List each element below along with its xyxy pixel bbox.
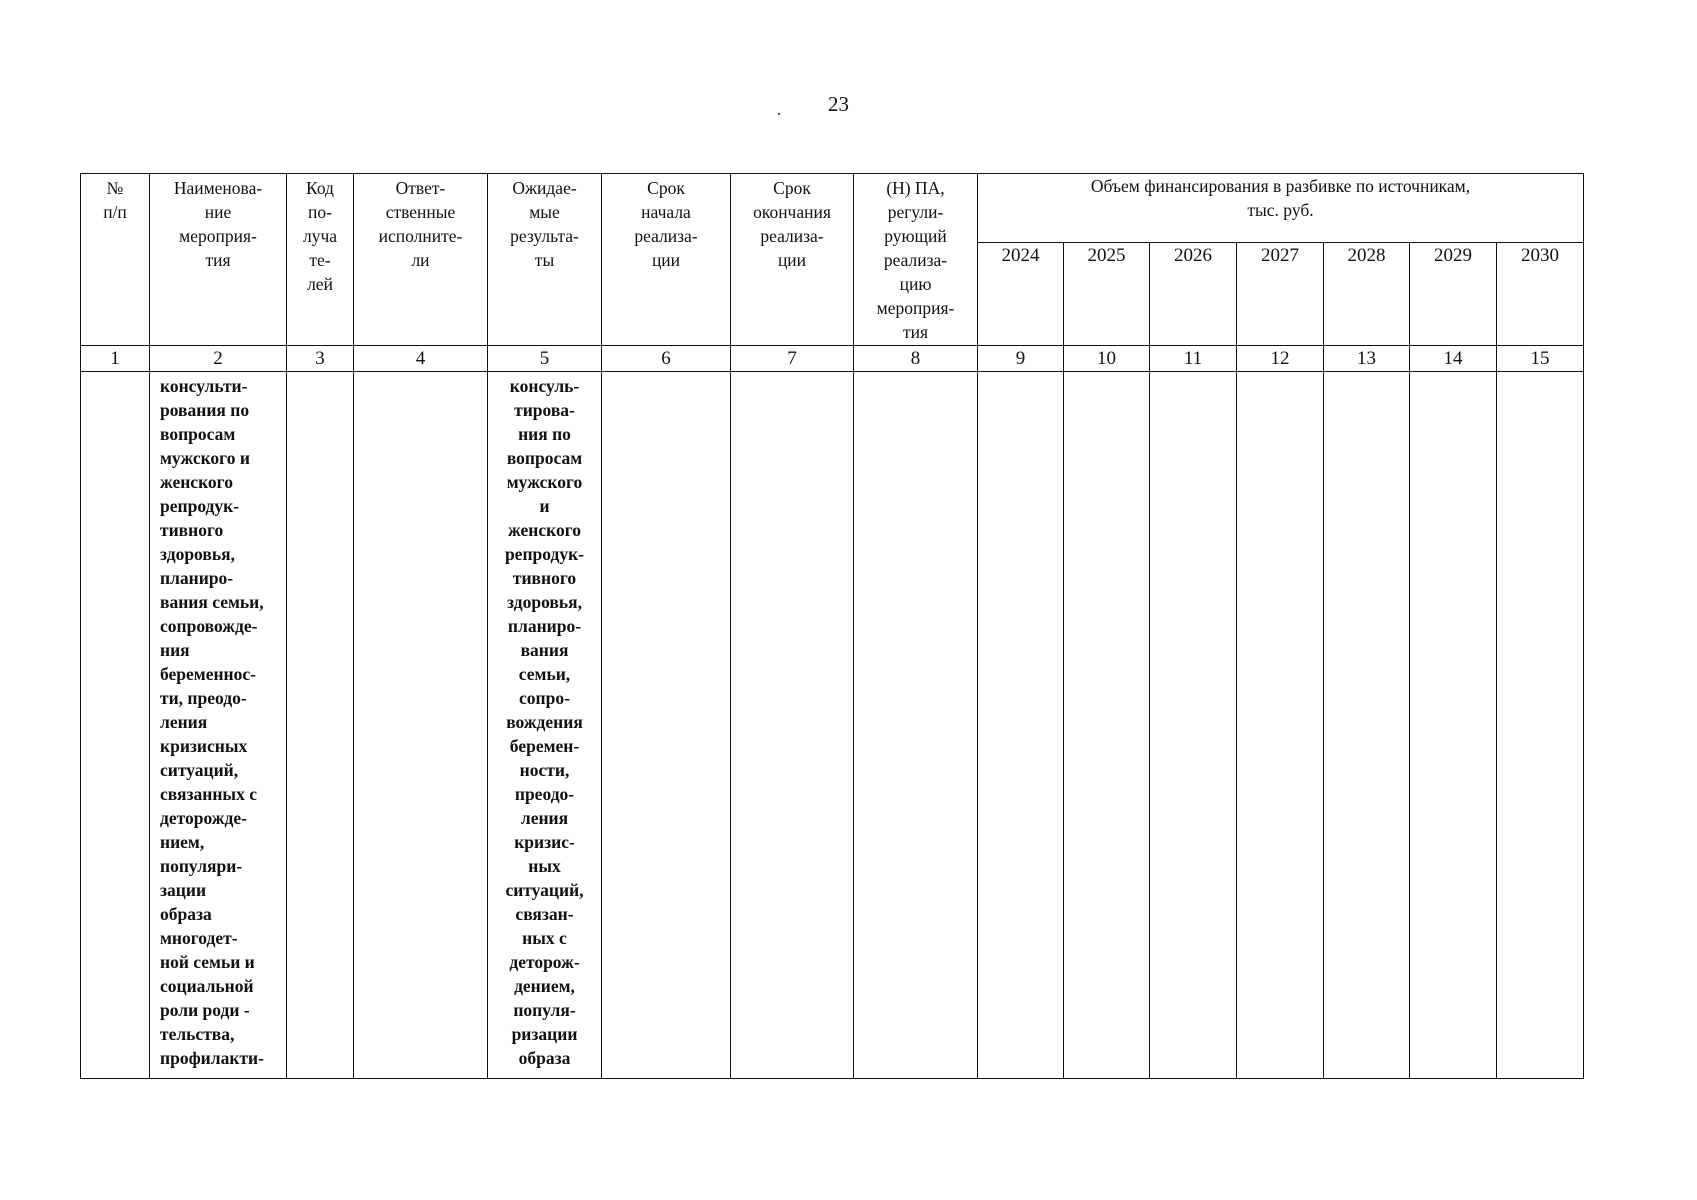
column-number: 7 (731, 346, 854, 372)
text-line: рования по (160, 400, 250, 420)
text-line: популяри- (160, 856, 243, 876)
text-line: образа (160, 904, 212, 924)
text-line: вания семьи, (160, 592, 264, 612)
text-line: здоровья, (507, 592, 582, 612)
text-line: зации (160, 880, 207, 900)
column-number: 5 (488, 346, 602, 372)
text-line: ности, (519, 760, 570, 780)
text-line: мужского и (160, 448, 250, 468)
text-line: связанных с (160, 784, 257, 804)
column-number: 9 (978, 346, 1064, 372)
cell-activity-name (150, 372, 287, 1079)
text-line: ния по (518, 424, 571, 444)
text-line: тивного (512, 568, 577, 588)
cell-responsible (354, 372, 488, 1079)
text-line: ния (160, 640, 190, 660)
text-line: кризис- (514, 832, 575, 852)
text-line: ления (160, 712, 208, 732)
text-line: мужского (506, 472, 583, 492)
header-year: 2029 (1410, 243, 1497, 346)
column-number-row (81, 346, 1584, 372)
text-line: вождения (506, 712, 583, 732)
header-year: 2028 (1324, 243, 1410, 346)
header-col-end-date: Срок окончания реализа- ции (731, 174, 854, 346)
text-line: нием, (160, 832, 205, 852)
column-number: 11 (1150, 346, 1237, 372)
text-line: консуль- (509, 376, 580, 396)
text-line: роли роди - (160, 1000, 250, 1020)
text-line: ных с (522, 928, 567, 948)
text-line: женского (508, 520, 581, 540)
text-line: репродук- (504, 544, 585, 564)
header-year: 2024 (978, 243, 1064, 346)
column-number: 6 (602, 346, 731, 372)
header-year: 2030 (1497, 243, 1584, 346)
text-line: сопровожде- (160, 616, 258, 636)
column-number: 15 (1497, 346, 1584, 372)
cell-funding-2027 (1237, 372, 1324, 1079)
header-year: 2025 (1064, 243, 1150, 346)
header-funding-volume: Объем финансирования в разбивке по источникам, тыс. руб. (978, 174, 1584, 243)
text-line: профилакти- (160, 1048, 264, 1068)
header-row-1 (81, 174, 1584, 243)
text-line: семьи, (518, 664, 571, 684)
header-col-legal-act: (Н) ПА, регули- рующий реализа- цию мероприя- тия (854, 174, 978, 346)
text-line: многодет- (160, 928, 238, 948)
text-line: здоровья, (160, 544, 235, 564)
program-table (80, 173, 1584, 1079)
cell-expected-results (488, 372, 602, 1079)
column-number: 8 (854, 346, 978, 372)
text-line: ления (520, 808, 569, 828)
cell-funding-2026 (1150, 372, 1237, 1079)
text-line: тельства, (160, 1024, 235, 1044)
text-line: популя- (513, 1000, 576, 1020)
header-col-expected-results: Ожидае- мые результа- ты (488, 174, 602, 346)
cell-number (81, 372, 150, 1079)
text-line: сопро- (519, 688, 570, 708)
text-line: деторож- (509, 952, 580, 972)
column-number: 1 (81, 346, 150, 372)
column-number: 4 (354, 346, 488, 372)
column-number: 13 (1324, 346, 1410, 372)
text-line: ситуаций, (160, 760, 239, 780)
table-row (81, 372, 1584, 1079)
column-number: 3 (287, 346, 354, 372)
text-line: репродук- (160, 496, 240, 516)
column-number: 12 (1237, 346, 1324, 372)
header-col-start-date: Срок начала реализа- ции (602, 174, 731, 346)
text-line: вопросам (506, 448, 583, 468)
cell-recipient-code (287, 372, 354, 1079)
cell-funding-2024 (978, 372, 1064, 1079)
text-line: социальной (160, 976, 254, 996)
header-col-recipient-code: Код по- луча те- лей (287, 174, 354, 346)
cell-funding-2028 (1324, 372, 1410, 1079)
text-line: деторожде- (160, 808, 247, 828)
cell-legal-act (854, 372, 978, 1079)
cell-funding-2025 (1064, 372, 1150, 1079)
text-line: консульти- (160, 376, 248, 396)
text-line: планиро- (160, 568, 234, 588)
text-line: кризисных (160, 736, 248, 756)
text-line: ти, преодо- (160, 688, 247, 708)
text-line: ризации (511, 1024, 578, 1044)
header-year: 2027 (1237, 243, 1324, 346)
column-number: 10 (1064, 346, 1150, 372)
text-line: беременнос- (160, 664, 256, 684)
cell-start-date (602, 372, 731, 1079)
cell-funding-2030 (1497, 372, 1584, 1079)
cell-funding-2029 (1410, 372, 1497, 1079)
text-line: вания (520, 640, 569, 660)
text-line: образа (518, 1048, 571, 1068)
header-year: 2026 (1150, 243, 1237, 346)
text-line: ных (528, 856, 561, 876)
header-col-number: № п/п (81, 174, 150, 346)
cell-end-date (731, 372, 854, 1079)
text-line: ситуаций, (505, 880, 584, 900)
header-col-responsible: Ответ- ственные исполните- ли (354, 174, 488, 346)
column-number: 2 (150, 346, 287, 372)
text-line: ной семьи и (160, 952, 255, 972)
text-line: беремен- (509, 736, 580, 756)
text-line: связан- (515, 904, 574, 924)
text-line: преодо- (514, 784, 575, 804)
text-line: вопросам (160, 424, 236, 444)
text-line: планиро- (507, 616, 582, 636)
text-line: тивного (160, 520, 224, 540)
page-number: 23 (828, 92, 849, 116)
text-line: дением, (514, 976, 575, 996)
text-line: и (539, 496, 550, 516)
text-line: тирова- (514, 400, 575, 420)
text-line: женского (160, 472, 233, 492)
scan-speck (778, 113, 780, 115)
header-col-activity-name: Наименова- ние мероприя- тия (150, 174, 287, 346)
column-number: 14 (1410, 346, 1497, 372)
